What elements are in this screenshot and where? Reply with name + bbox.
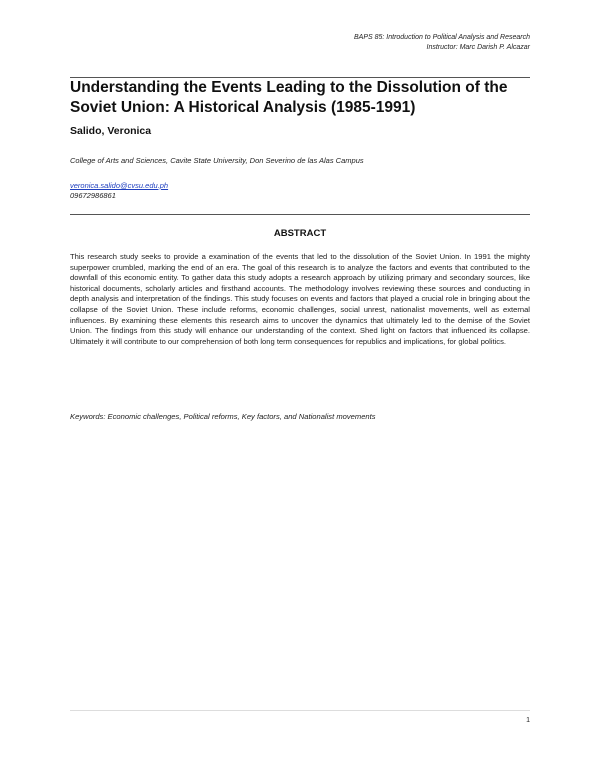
abstract-body: This research study seeks to provide a examination of the events that led to the dissolution of the Soviet Union. In 1991 the mighty superpower crumbled, marking the end of an era. The goal of this research is to analyze the factors and events that contributed to the downfall of this economic entity. To gather data this study adopts a research approach by utilizing primary and secondary sources, like historical documents, scholarly articles and firsthand accounts. The methodology involves reviewing these sources and conducting in depth analysis and interpretation of the findings. This study focuses on events and factors that played a crucial role in bringing about the collapse of the Soviet Union. These include reforms, economic challenges, social unrest, nationalist movements, well as external influences. By examining these elements this research aims to uncover the dynamics that ultimately led to the demise of the Soviet Union. The findings from this study will enhance our understanding of the context. Shed light on factors that influenced its collapse. Ultimately it will contribute to our comprehension of both long term consequences for republics and implications, for global politics.: [70, 252, 530, 346]
author-name: Salido, Veronica: [70, 125, 152, 137]
abstract-divider: [70, 214, 530, 215]
paper-title: Understanding the Events Leading to the Dissolution of the Soviet Union: A Historical Analysis (1985-1991): [70, 79, 508, 116]
footer-divider: [70, 710, 530, 711]
phone-number: 09672986861: [70, 190, 116, 200]
author-affiliation: College of Arts and Sciences, Cavite State University, Don Severino de las Alas Campus: [70, 156, 364, 165]
instructor-line: Instructor: Marc Darish P. Alcazar: [426, 44, 530, 51]
email-link[interactable]: veronica.salido@cvsu.edu.ph: [70, 181, 169, 190]
course-line: BAPS 85: Introduction to Political Analysis and Research: [353, 34, 530, 41]
keywords: Keywords: Economic challenges, Political reforms, Key factors, and Nationalist movements: [70, 412, 376, 421]
contact-block: [70, 181, 168, 200]
abstract-heading: ABSTRACT: [273, 228, 327, 239]
page-number: 1: [526, 717, 530, 724]
running-head: [354, 33, 530, 53]
